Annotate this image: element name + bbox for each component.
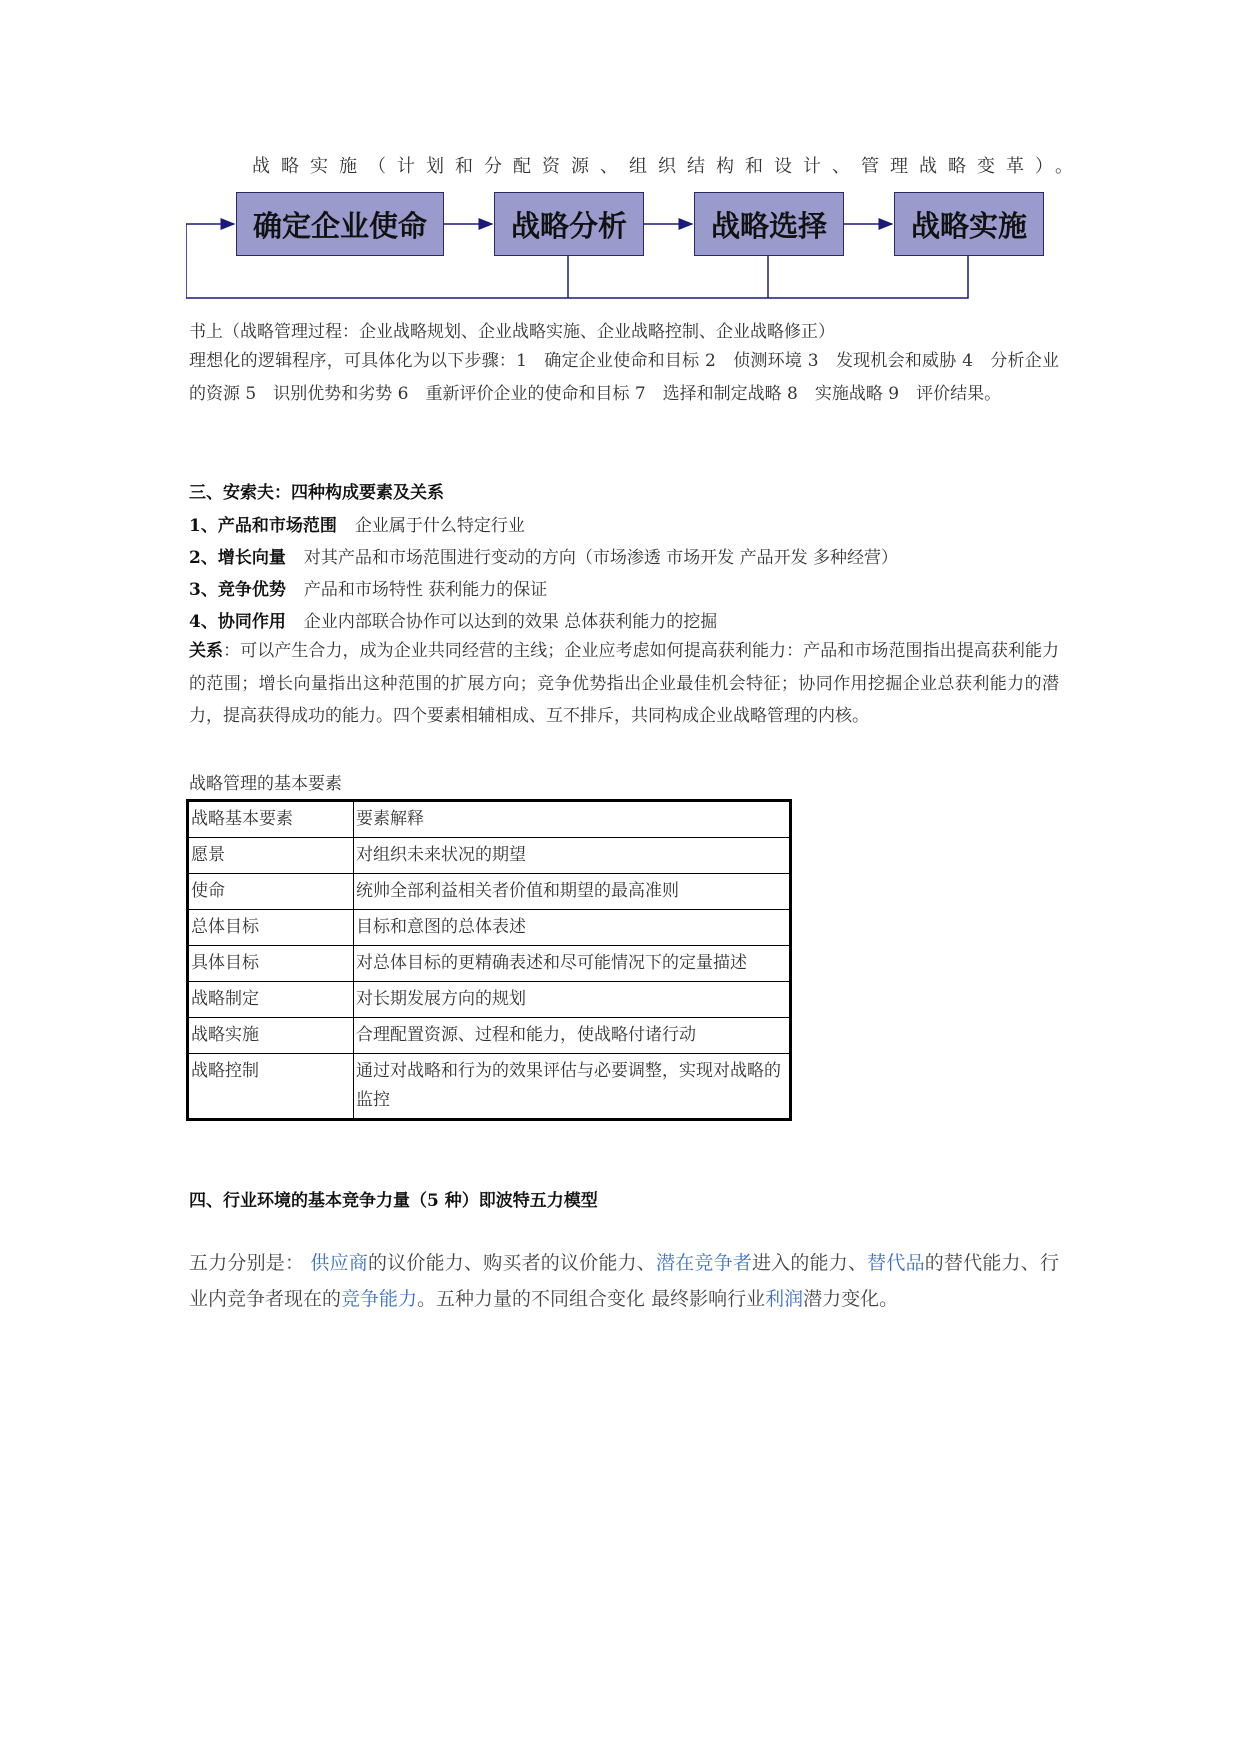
table-cell: 愿景 [188,838,354,874]
table-cell: 战略基本要素 [188,801,354,838]
flow-step-analysis: 战略分析 [494,192,644,256]
table-row [188,946,791,982]
table-row [188,874,791,910]
table-cell: 战略控制 [188,1054,354,1120]
book-note: 书上（战略管理过程：企业战略规划、企业战略实施、企业战略控制、企业战略修正） [189,322,835,342]
section-4-title: 四、行业环境的基本竞争力量（5 种）即波特五力模型 [189,1191,598,1211]
flow-step-mission: 确定企业使命 [236,192,444,256]
table-cell: 战略实施 [188,1018,354,1054]
table-cell: 总体目标 [188,910,354,946]
element-item [189,543,898,568]
five-forces-text: 五力分别是： [189,1252,311,1274]
relation-text: ：可以产生合力，成为企业共同经营的主线；企业应考虑如何提高获利能力：产品和市场范围指出提高获利能力的范围；增长向量指出这种范围的扩展方向；竞争优势指出企业最佳机会特征；协同作用挖掘企业总获利能力的潜力，提高获得成功的能力。四个要素相辅相成、互不排斥，共同构成企业战略管理的内核。 [189,641,1060,726]
steps-paragraph: 理想化的逻辑程序，可具体化为以下步骤：1 确定企业使命和目标 2 侦测环境 3 发现机会和威胁 4 分析企业的资源 5 识别优势和劣势 6 重新评价企业的使命和目标 7 选择和制定战略 8 实施战略 9 评价结果。 [189,351,1059,404]
relation-paragraph [189,635,1059,733]
relation-label: 关系 [189,641,224,661]
table-row [188,982,791,1018]
table-header-row [188,801,791,838]
table-cell: 具体目标 [188,946,354,982]
link-potential-entrants[interactable]: 潜在竞争者 [655,1252,752,1274]
flow-step-choice: 战略选择 [694,192,844,256]
link-competitiveness[interactable]: 竞争能力 [341,1288,418,1310]
table-cell: 对组织未来状况的期望 [354,838,791,874]
table-row [188,1054,791,1120]
element-label: 3、竞争优势 [189,580,286,600]
table-cell: 对长期发展方向的规划 [354,982,791,1018]
element-label: 1、产品和市场范围 [189,516,337,536]
element-desc: 产品和市场特性 获利能力的保证 [303,580,548,600]
table-cell: 目标和意图的总体表述 [354,910,791,946]
five-forces-text: 的替代能力、行业内竞争者现在的 [189,1252,1059,1310]
table-cell: 对总体目标的更精确表述和尽可能情况下的定量描述 [354,946,791,982]
table-cell: 合理配置资源、过程和能力，使战略付诸行动 [354,1018,791,1054]
element-item [189,575,547,600]
intro-line: 战略实施（计划和分配资源、组织结构和设计、管理战略变革）。 [252,156,1084,177]
element-desc: 对其产品和市场范围进行变动的方向（市场渗透 市场开发 产品开发 多种经营） [303,548,899,568]
five-forces-text: 。五种力量的不同组合变化 最终影响行业 [417,1288,766,1310]
element-desc: 企业属于什么特定行业 [354,516,525,536]
link-profit[interactable]: 利润 [765,1288,804,1310]
element-label: 4、协同作用 [189,612,286,632]
link-supplier[interactable]: 供应商 [310,1252,369,1274]
elements-table [186,799,792,1121]
five-forces-text: 的议价能力、购买者的议价能力、 [368,1252,656,1274]
link-substitutes[interactable]: 替代品 [867,1252,925,1274]
table-caption: 战略管理的基本要素 [189,774,342,794]
table-cell: 战略制定 [188,982,354,1018]
five-forces-text: 潜力变化。 [803,1288,899,1310]
five-forces-text: 进入的能力、 [751,1252,868,1274]
table-row [188,838,791,874]
section-3-title: 三、安索夫：四种构成要素及关系 [189,483,444,503]
flow-step-implementation: 战略实施 [894,192,1044,256]
element-desc: 企业内部联合协作可以达到的效果 总体获利能力的挖掘 [303,612,718,632]
five-forces-paragraph [189,1245,1059,1317]
table-row [188,910,791,946]
table-cell: 统帅全部利益相关者价值和期望的最高准则 [354,874,791,910]
element-label: 2、增长向量 [189,548,286,568]
table-row [188,1018,791,1054]
element-item [189,607,717,632]
table-cell: 使命 [188,874,354,910]
element-item [189,511,525,536]
table-cell: 通过对战略和行为的效果评估与必要调整，实现对战略的监控 [354,1054,791,1120]
strategy-flow-diagram [186,190,1056,310]
table-cell: 要素解释 [354,801,791,838]
